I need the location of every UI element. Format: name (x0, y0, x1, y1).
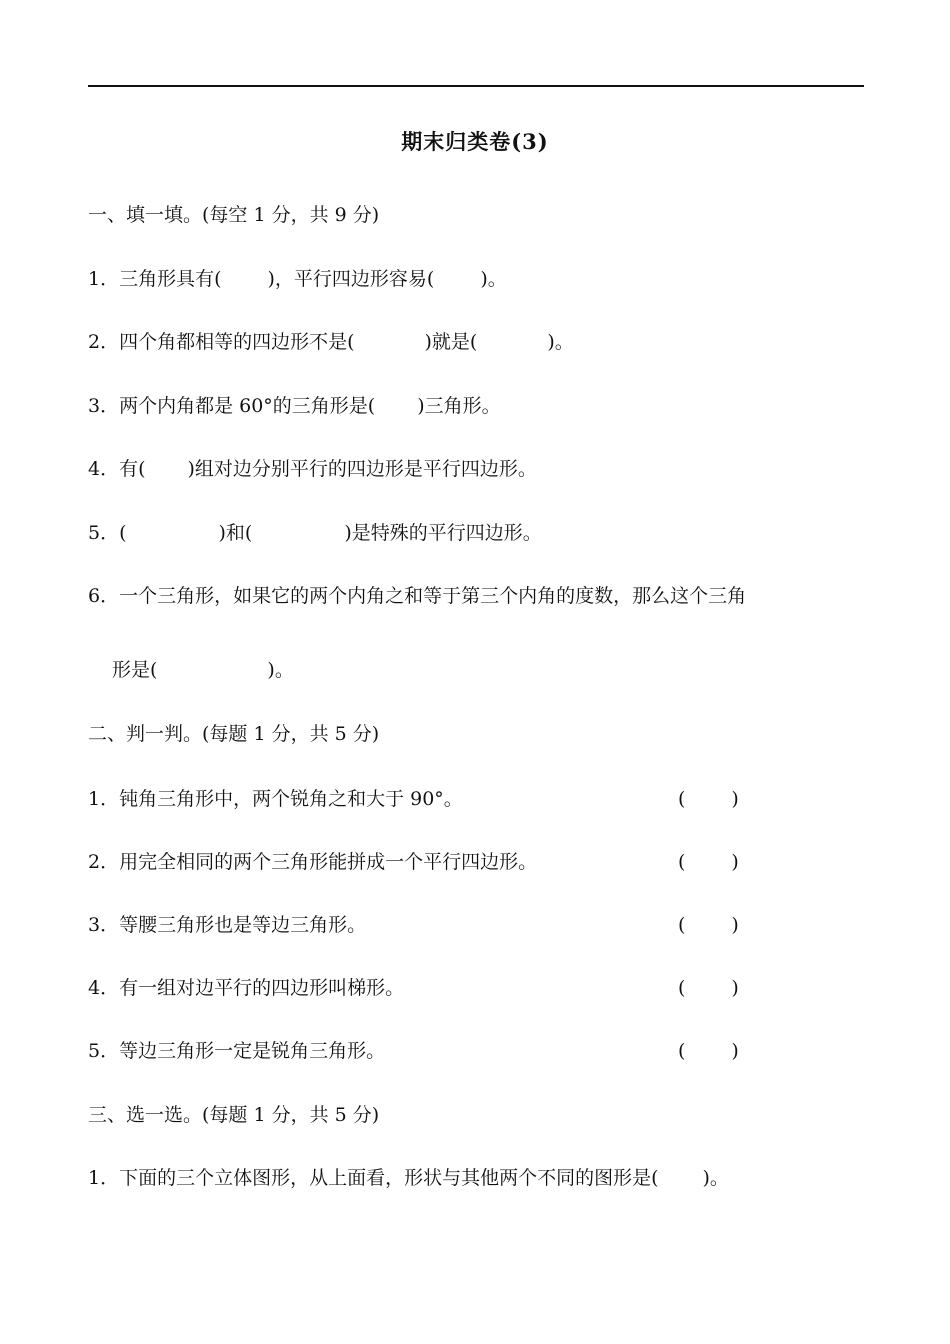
judge-item (88, 848, 537, 876)
paren-open: ( (678, 851, 686, 873)
s3-question-1: 1．下面的三个立体图形，从上面看，形状与其他两个不同的图形是( )。 (88, 1164, 729, 1192)
question-number: 1． (88, 1167, 120, 1189)
judge-answer-box[interactable] (678, 974, 739, 1002)
paren-close: ) (731, 914, 739, 936)
question-number: 5． (88, 522, 120, 544)
question-number: 2． (88, 851, 120, 873)
paren-close: ) (731, 977, 739, 999)
judge-answer-box[interactable] (678, 848, 739, 876)
judge-statement: 有一组对边平行的四边形叫梯形。 (119, 977, 405, 999)
s1-question-6: 6．一个三角形，如果它的两个内角之和等于第三个内角的度数，那么这个三角 (88, 582, 746, 610)
question-number: 4． (88, 458, 120, 480)
question-number: 1． (88, 268, 120, 290)
paren-open: ( (678, 1040, 686, 1062)
judge-answer-box[interactable] (678, 911, 739, 939)
paren-open: ( (678, 914, 686, 936)
s1-question-3: 3．两个内角都是 60°的三角形是( )三角形。 (88, 392, 501, 420)
paren-close: ) (731, 851, 739, 873)
question-number: 1． (88, 788, 120, 810)
page-title: 期末归类卷(3) (401, 129, 549, 154)
question-number: 4． (88, 977, 120, 999)
paren-close: ) (731, 788, 739, 810)
paren-close: ) (731, 1040, 739, 1062)
judge-statement: 钝角三角形中，两个锐角之和大于 90°。 (119, 788, 463, 810)
judge-statement: 等边三角形一定是锐角三角形。 (119, 1040, 386, 1062)
section1-heading: 一、填一填。(每空 1 分，共 9 分) (88, 204, 380, 226)
question-number: 3． (88, 914, 120, 936)
judge-answer-box[interactable] (678, 785, 739, 813)
section3-heading: 三、选一选。(每题 1 分，共 5 分) (88, 1104, 380, 1126)
judge-item (88, 785, 463, 813)
question-number: 6． (88, 585, 120, 607)
top-rule (88, 85, 864, 87)
section2-heading: 二、判一判。(每题 1 分，共 5 分) (88, 723, 380, 745)
s1-question-1: 1．三角形具有( )，平行四边形容易( )。 (88, 265, 507, 293)
judge-item (88, 911, 366, 939)
judge-statement: 等腰三角形也是等边三角形。 (119, 914, 367, 936)
paren-open: ( (678, 788, 686, 810)
question-number: 5． (88, 1040, 120, 1062)
judge-item (88, 974, 404, 1002)
judge-item (88, 1037, 385, 1065)
s1-question-5: 5．( )和( )是特殊的平行四边形。 (88, 519, 542, 547)
paren-open: ( (678, 977, 686, 999)
judge-statement: 用完全相同的两个三角形能拼成一个平行四边形。 (119, 851, 538, 873)
s1-question-4: 4．有( )组对边分别平行的四边形是平行四边形。 (88, 455, 537, 483)
judge-answer-box[interactable] (678, 1037, 739, 1065)
s1-question-2: 2．四个角都相等的四边形不是( )就是( )。 (88, 328, 574, 356)
s1-question-6-cont: 形是( )。 (112, 659, 294, 681)
question-number: 3． (88, 395, 120, 417)
question-number: 2． (88, 331, 120, 353)
